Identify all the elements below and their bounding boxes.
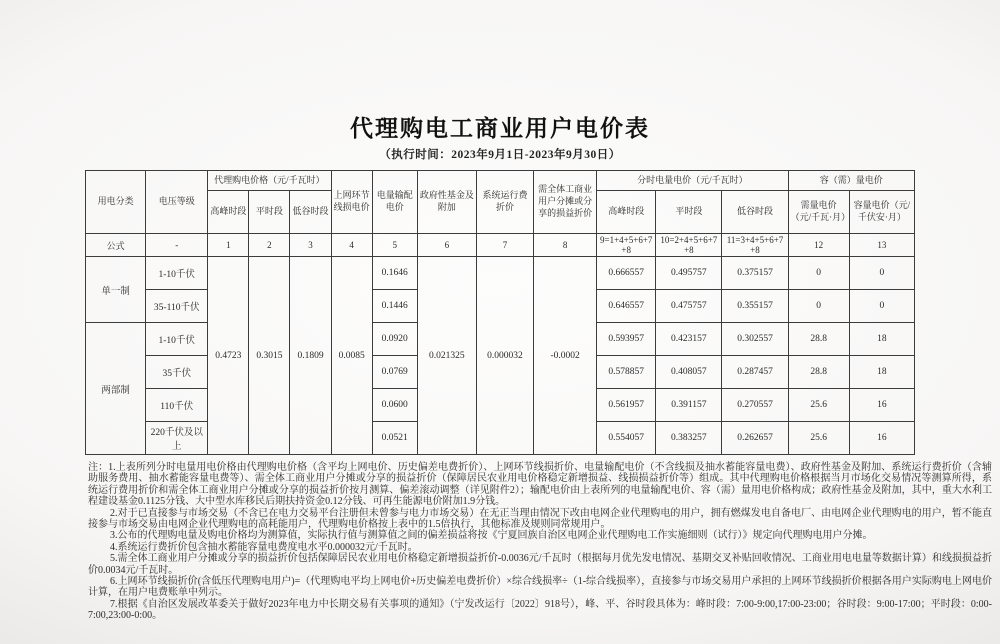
formula-cell: 3: [290, 234, 331, 257]
merged-valley-price: 0.1809: [290, 257, 331, 455]
formula-row: [86, 234, 915, 257]
header-tou-group: 分时电量电价（元/千瓦时）: [597, 171, 788, 191]
header-group-row: [86, 171, 915, 191]
demand-cell: 25.6: [788, 389, 849, 422]
formula-cell: 1: [208, 234, 249, 257]
voltage-cell: 35-110千伏: [146, 290, 208, 323]
footnote: 5.需全体工商业用户分摊或分享的损益折价包括保障居民农业用电价格稳定新增损益折价-0.0036元/千瓦时（根据每月优先发电情况、基期交叉补贴回收情况、工商业用电电量等数据计算）和线损损益折价0.0034元/千瓦时。: [88, 553, 992, 576]
header-agent-price-group: 代理购电价格（元/千瓦时）: [208, 171, 331, 191]
tou-valley-cell: 0.287457: [722, 356, 788, 389]
demand-cell: 28.8: [788, 323, 849, 356]
group-label-two-part: 两部制: [86, 323, 146, 455]
footnote: 7.根据《自治区发展改革委关于做好2023年电力中长期交易有关事项的通知》（宁发改运行〔2022〕918号），峰、平、谷时段具体为：峰时段：7:00-9:00,17:00-23:00；谷时段：9:00-17:00；平时段：0:00-7:00,23:00-0:00。: [88, 598, 992, 622]
tou-peak-cell: 0.646557: [597, 290, 656, 323]
demand-cell: 0: [788, 257, 849, 290]
transmission-cell: 0.0600: [372, 389, 417, 422]
header-flat: 平时段: [249, 191, 290, 234]
header-usage-class: 用电分类: [86, 171, 146, 234]
formula-cell: 4: [331, 234, 372, 257]
tou-flat-cell: 0.423157: [656, 323, 722, 356]
formula-cell: 6: [417, 234, 476, 257]
tou-flat-cell: 0.495757: [656, 257, 722, 290]
header-system-fee: 系统运行费折价: [476, 171, 533, 234]
transmission-cell: 0.1646: [372, 257, 417, 290]
merged-system-fee: 0.000032: [476, 257, 533, 455]
formula-cell: 13: [849, 234, 914, 257]
capacity-cell: 0: [849, 257, 914, 290]
tou-flat-cell: 0.408057: [656, 356, 722, 389]
tou-valley-cell: 0.270557: [722, 389, 788, 422]
header-gov-fund: 政府性基金及附加: [417, 171, 476, 234]
table-row: [86, 257, 915, 290]
formula-cell: 7: [476, 234, 533, 257]
voltage-cell: 1-10千伏: [146, 257, 208, 290]
header-line-loss: 上网环节线损电价: [331, 171, 372, 234]
formula-cell: 5: [372, 234, 417, 257]
header-tou-valley: 低谷时段: [722, 191, 788, 234]
demand-cell: 28.8: [788, 356, 849, 389]
voltage-cell: 1-10千伏: [146, 323, 208, 356]
formula-cell: 11=3+4+5+6+7+8: [722, 234, 788, 257]
tou-peak-cell: 0.666557: [597, 257, 656, 290]
header-voltage-level: 电压等级: [146, 171, 208, 234]
header-capacity-group: 容（需）量电价: [788, 171, 914, 191]
footnote: 3.公布的代理购电量及购电价格均为测算值，实际执行值与测算值之间的偏差损益将按《宁夏回族自治区电网企业代理购电工作实施细则（试行）》规定向代理购电用户分摊。: [110, 530, 873, 542]
price-table: [85, 170, 915, 455]
footnote: 2.对于已直接参与市场交易（不含已在电力交易平台注册但未曾参与电力市场交易）在无正当理由情况下改由电网企业代理购电的用户，拥有燃煤发电自备电厂、由电网企业代理购电的用户，暂不能直接参与市场交易由电网企业代理购电的高耗能用户，代理购电价格按上表中的1.5倍执行，其他标准及规则同常规用户。: [88, 507, 992, 531]
formula-cell: 8: [534, 234, 597, 257]
merged-gov-fund: 0.021325: [417, 257, 476, 455]
merged-line-loss-price: 0.0085: [331, 257, 372, 455]
header-demand-price: 需量电价（元/千瓦·月）: [788, 191, 849, 234]
demand-cell: 0: [788, 290, 849, 323]
voltage-cell: 220千伏及以上: [146, 422, 208, 455]
capacity-cell: 16: [849, 389, 914, 422]
execution-period: （执行时间：2023年9月1日-2023年9月30日）: [379, 149, 621, 161]
formula-cell: 2: [249, 234, 290, 257]
tou-flat-cell: 0.383257: [656, 422, 722, 455]
header-transmission: 电量输配电价: [372, 171, 417, 234]
tou-peak-cell: 0.593957: [597, 323, 656, 356]
footnote: 6.上网环节线损折价(含低压代理购电用户)=（代理购电平均上网电价+历史偏差电费折价）×综合线损率÷（1-综合线损率），直接参与市场交易用户承担的上网环节线损折价根据各用户实际购电上网电价计算，在用户电费账单中列示。: [88, 576, 992, 599]
table-header: [86, 171, 915, 234]
tou-peak-cell: 0.578857: [597, 356, 656, 389]
footnote: 4.系统运行费折价包含抽水蓄能容量电费度电水平0.000032元/千瓦时。: [110, 541, 418, 553]
tou-flat-cell: 0.391157: [656, 389, 722, 422]
formula-cell: 12: [788, 234, 849, 257]
group-label-single: 单一制: [86, 257, 146, 323]
transmission-cell: 0.0769: [372, 356, 417, 389]
footnotes: [88, 462, 992, 622]
capacity-cell: 16: [849, 422, 914, 455]
voltage-cell: 110千伏: [146, 389, 208, 422]
merged-share-loss: -0.0002: [534, 257, 597, 455]
transmission-cell: 0.1446: [372, 290, 417, 323]
formula-cell: 10=2+4+5+6+7+8: [656, 234, 722, 257]
voltage-cell: 35千伏: [146, 356, 208, 389]
capacity-cell: 0: [849, 290, 914, 323]
tou-valley-cell: 0.355157: [722, 290, 788, 323]
capacity-cell: 18: [849, 356, 914, 389]
header-valley: 低谷时段: [290, 191, 331, 234]
header-share-loss: 需全体工商业用户分摊或分享的损益折价: [534, 171, 597, 234]
merged-peak-price: 0.4723: [208, 257, 249, 455]
formula-cell: 9=1+4+5+6+7+8: [597, 234, 656, 257]
tou-flat-cell: 0.475757: [656, 290, 722, 323]
tou-peak-cell: 0.554057: [597, 422, 656, 455]
tou-valley-cell: 0.375157: [722, 257, 788, 290]
tou-valley-cell: 0.262657: [722, 422, 788, 455]
header-tou-flat: 平时段: [656, 191, 722, 234]
transmission-cell: 0.0521: [372, 422, 417, 455]
header-peak: 高峰时段: [208, 191, 249, 234]
capacity-cell: 18: [849, 323, 914, 356]
merged-flat-price: 0.3015: [249, 257, 290, 455]
page-title: 代理购电工商业用户电价表: [350, 115, 650, 141]
demand-cell: 25.6: [788, 422, 849, 455]
tou-peak-cell: 0.561957: [597, 389, 656, 422]
tou-valley-cell: 0.302557: [722, 323, 788, 356]
formula-cell: -: [146, 234, 208, 257]
formula-cell: 公式: [86, 234, 146, 257]
header-tou-peak: 高峰时段: [597, 191, 656, 234]
transmission-cell: 0.0920: [372, 323, 417, 356]
footnote: 注：1.上表所列分时电量用电价格由代理购电价格（含平均上网电价、历史偏差电费折价）、上网环节线损折价、电量输配电价（不含线损及抽水蓄能容量电费）、政府性基金及附加、系统运行费折价（含辅助服务费用、抽水蓄能容量电费等）、需全体工商业用户分摊或分享的损益折价（保障居民农业用电价格稳定新增损益、线损损益折价等）组成。其中代理购电价格根据当月市场化交易情况等测算所得，系统运行费用折价和需全体工商业用户分摊或分享的损益折价按月测算、偏差滚动调整（详见附件2）；输配电价由上表所列的电量输配电价、容（需）量用电价格构成；政府性基金及附加，其中，重大水利工程建设基金0.1125分钱、大中型水库移民后期扶持资金0.12分钱、可再生能源电价附加1.9分钱。: [88, 462, 992, 508]
header-capacity-price: 容量电价（元/千伏安·月）: [849, 191, 914, 234]
